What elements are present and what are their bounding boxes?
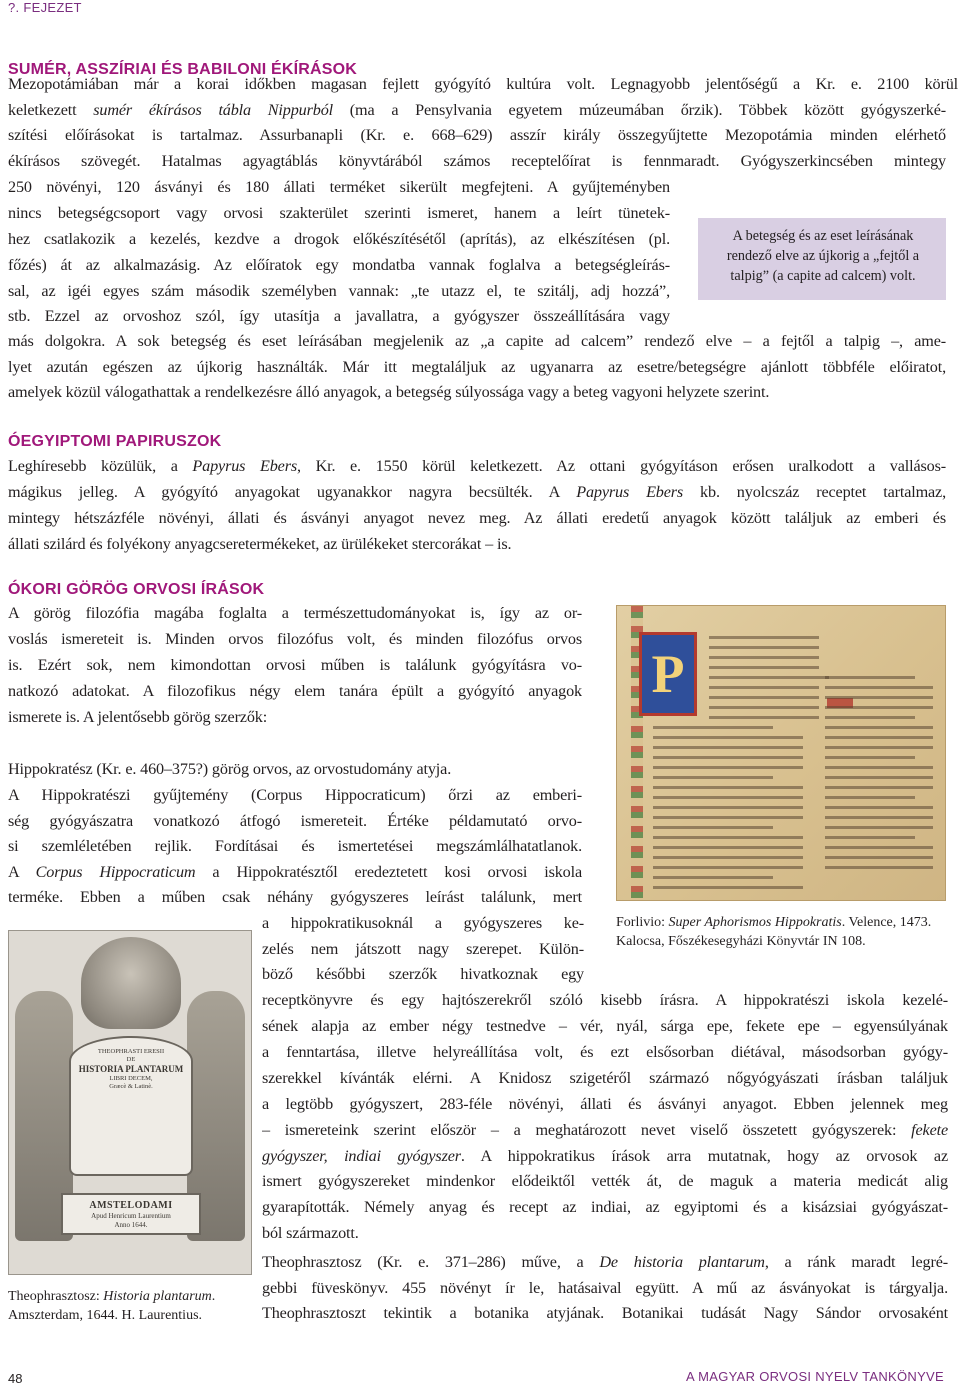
manuscript-line xyxy=(653,776,773,779)
manuscript-line xyxy=(653,806,803,809)
manuscript-line xyxy=(653,816,803,819)
plate-line: LIBRI DECEM, xyxy=(109,1075,153,1082)
text-line: hez csatlakozik a kezelés, kezdve a drogok előkészítésétől (aprítás), az elkészítésen (pl. xyxy=(8,230,670,248)
page-number: 48 xyxy=(8,1371,23,1386)
engraving-imprint xyxy=(61,1193,201,1235)
manuscript-line xyxy=(825,806,933,809)
text-span: (ma a Pensylvania egyetem múzeumában őrzik). Többek között gyógyszerké- xyxy=(333,101,946,119)
sidebar-note xyxy=(698,218,946,300)
manuscript-line xyxy=(825,776,933,779)
text-line: nincs betegségcsoport vagy orvosi szakterület szerinti ismeret, hanem a leírt tünetek- xyxy=(8,204,670,222)
manuscript-line xyxy=(709,636,819,639)
manuscript-line xyxy=(825,676,915,679)
manuscript-line xyxy=(709,716,819,719)
text-line xyxy=(262,1143,948,1169)
text-line: stb. Ezzel az orvoshoz szól, így utasítja a javallatra, a gyógyszer összeállítására vagy xyxy=(8,307,670,325)
chapter-header: ?. FEJEZET xyxy=(8,0,82,15)
text-line: Hippokratész (Kr. e. 460–375?) görög orvos, az orvostudomány atyja. xyxy=(8,760,452,778)
manuscript-line xyxy=(825,796,915,799)
text-line: gebbi füveskönyv. 455 növényt ír le, hatásaival együtt. A mű az ásványokat is tárgyalja. xyxy=(262,1279,948,1297)
figure2-caption-line1: Theophrasztosz: Historia plantarum. xyxy=(8,1289,216,1304)
manuscript-line xyxy=(825,866,933,869)
text-line xyxy=(8,97,946,123)
text-line xyxy=(262,1117,948,1143)
manuscript-line xyxy=(825,736,933,739)
italic-text: gyógyszer, indiai gyógyszer xyxy=(262,1147,461,1165)
text-line xyxy=(8,479,946,505)
text-line: A Hippokratészi gyűjtemény (Corpus Hippocraticum) őrzi az emberi- xyxy=(8,786,582,804)
text-line: ismerete is. A jelentősebb görög szerzők: xyxy=(8,708,268,726)
text-line: 250 növényi, 120 ásványi és 180 állati terméket sikerült megfejteni. A gyűjteményben xyxy=(8,178,670,196)
imprint-line: AMSTELODAMI xyxy=(89,1200,173,1211)
text-span: , Kr. e. 1550 körül keletkezett. Az ottani gyógyításon erősen uralkodott a vallásos- xyxy=(297,457,946,475)
text-span: Theophrasztosz (Kr. e. 371–286) műve, a xyxy=(262,1253,600,1271)
manuscript-line xyxy=(825,756,915,759)
italic-text: Corpus Hippocraticum xyxy=(35,863,196,881)
manuscript-line xyxy=(709,656,819,659)
text-span: , a ránk maradt legré- xyxy=(764,1253,948,1271)
text-line: lyet azután egészen az újkorig használták. Már itt megtaláljuk az ugyanarra az esetre/betegségre ajánlott többféle előiratot, xyxy=(8,358,946,376)
text-line: voslás ismereteit is. Minden orvos filozófus volt, és minden filozófus orvos xyxy=(8,630,582,648)
manuscript-line xyxy=(653,876,773,879)
manuscript-line xyxy=(653,766,803,769)
manuscript-line xyxy=(653,736,803,739)
text-span: Leghíresebb közülük, a xyxy=(8,457,193,475)
book-title: A MAGYAR ORVOSI NYELV TANKÖNYVE xyxy=(685,1369,944,1384)
manuscript-line xyxy=(825,766,933,769)
text-line: natkozó adatokat. A filozofikus négy elem tanára épült a gyógyító anyagok xyxy=(8,682,582,700)
manuscript-line xyxy=(825,686,933,689)
engraving-bust xyxy=(81,937,181,1029)
manuscript-line xyxy=(825,856,933,859)
plate-line: DE xyxy=(126,1056,136,1063)
text-line: a legtöbb gyógyszert, 283-féle növényi, állati és ásványi anyagot. Ebben jelennek meg xyxy=(262,1095,948,1113)
plate-line: THEOPHRASTI ERESII xyxy=(97,1048,165,1055)
text-line xyxy=(262,1249,948,1275)
text-line: szerekkel kívánták elérni. A Knidosz szigetéről származó nőgyógyászati írásban találjuk xyxy=(262,1069,948,1087)
text-line: mintegy hétszázféle növényi, állati és ásványi anyagot nevez meg. Az állati eredetű anyagok között találjuk az emberi és xyxy=(8,509,946,527)
manuscript-image xyxy=(616,605,946,901)
engraving-title-plate xyxy=(69,1036,193,1176)
text-line: szítési előírásokat is tartalmaz. Assurbanapli (Kr. e. 668–629) asszír király összegyűjtette Mezopotámia minden elérhető xyxy=(8,126,946,144)
text-line: receptkönyvre és egy hajtószerekről szóló kisebb írásra. A hippokratészi iskola kezelé- xyxy=(262,991,948,1009)
manuscript-line xyxy=(653,746,803,749)
text-line: Mezopotámiában már a korai időkben magasan fejlett gyógyító kultúra volt. Legnagyobb jelentőségű a Kr. e. 2100 körül xyxy=(8,75,958,93)
engraving-image xyxy=(8,930,252,1275)
manuscript-line xyxy=(825,746,933,749)
manuscript-line xyxy=(825,786,933,789)
manuscript-line xyxy=(653,866,803,869)
text-line: a fenntartása, illetve helyreállítása volt, és ezt elsősorban diétával, másodsorban gyógy- xyxy=(262,1043,948,1061)
text-line: terméke. Ebben a műben csak néhány gyógyszeres leírást találunk, mert xyxy=(8,888,582,906)
manuscript-line xyxy=(653,826,773,829)
text-line: zelés nem játszott nagy szerepet. Külön- xyxy=(262,940,584,958)
manuscript-line xyxy=(709,686,819,689)
text-line: ékírásos szövegét. Hatalmas agyagtáblás könyvtárából számos receptelőírat is fennmaradt. Gyógyszerkincsében mintegy xyxy=(8,152,946,170)
figure1-caption-line1: Forlivio: Super Aphorismos Hippokratis. Velence, 1473. xyxy=(616,915,932,930)
manuscript-line xyxy=(709,696,819,699)
section-title-greek: ÓKORI GÖRÖG ORVOSI ÍRÁSOK xyxy=(8,581,265,598)
italic-text: fekete xyxy=(911,1121,948,1139)
text-line: amelyek közül válogathattak a rendelkezésre álló anyagok, a betegség súlyossága vagy a beteg vagyoni helyzete szerint. xyxy=(8,383,770,401)
manuscript-line xyxy=(653,836,803,839)
italic-text: De historia plantarum xyxy=(599,1253,765,1271)
text-line: főzés) át az alkalmazásig. Az előíratok egy mondatba vannak foglalva a betegségleírás- xyxy=(8,256,670,274)
plate-line: Græcè & Latinè. xyxy=(109,1083,153,1090)
text-line: si szemléletében rejlik. Fordításai és ismertetései megszámlálhatatlanok. xyxy=(8,837,582,855)
figure1-caption-line2: Kalocsa, Főszékesegyházi Könyvtár IN 108. xyxy=(616,934,866,949)
text-span: . A hippokratikus írások arra mutatnak, hogy az orvosok az xyxy=(460,1147,948,1165)
manuscript-line xyxy=(709,676,829,679)
manuscript-line xyxy=(653,856,803,859)
italic-text: sumér ékírásos tábla Nippurból xyxy=(93,101,333,119)
manuscript-line xyxy=(653,796,803,799)
italic-text: Papyrus Ebers xyxy=(576,483,684,501)
text-span: mágikus jelleg. A gyógyító anyagokat ugyanakkor nagyra becsülték. A xyxy=(8,483,577,501)
figure2-caption-line2: Amszterdam, 1644. H. Laurentius. xyxy=(8,1308,203,1323)
text-line: ség gyógyászatra vonatkozó átfogó ismereteit. Értéke példamutató orvo- xyxy=(8,812,582,830)
manuscript-line xyxy=(653,756,803,759)
text-span: – ismereteink szerint először – a meghatározott nevet viselő összetett gyógyszerek: xyxy=(262,1121,912,1139)
text-line: is. Ezért sok, nem kimondottan orvosi műben is találunk gyógyításra vo- xyxy=(8,656,582,674)
text-span: keletkezett xyxy=(8,101,94,119)
text-line: böző későbbi szerzők hivatkoznak egy xyxy=(262,965,584,983)
manuscript-line xyxy=(825,716,915,719)
manuscript-line xyxy=(825,696,933,699)
text-line: állati szilárd és folyékony anyagcseretermékeket, az ürülékeket stercorákat – is. xyxy=(8,535,512,553)
text-line: más dolgokra. A sok betegség és eset leírásában megjelenik az „a capite ad calcem” rendező elve – a fejtől a talpig –, ame- xyxy=(8,332,946,350)
text-line: sal, az igéi egyes szám második személyben vannak: „te utazz el, te szitálj, adj hozzá”, xyxy=(8,282,670,300)
manuscript-line xyxy=(709,706,819,709)
sidebar-note-text: A betegség és az eset leírásának rendező elve az újkorig a „fejtől a talpig” (a capite ad calcem) volt. xyxy=(726,228,920,284)
text-line xyxy=(8,453,946,479)
manuscript-line xyxy=(825,826,933,829)
section-title-sumer: SUMÉR, ASSZÍRIAI ÉS BABILONI ÉKÍRÁSOK xyxy=(8,61,358,78)
text-line xyxy=(8,859,582,885)
text-span: a Hippokratésztől eredeztetett kosi orvosi iskola xyxy=(195,863,582,881)
manuscript-line xyxy=(709,666,819,669)
text-line: Theophrasztoszt tekintik a botanika atyjának. Botanikai tudását Nagy Sándor orvosaként xyxy=(262,1304,948,1322)
italic-text: Papyrus Ebers xyxy=(192,457,297,475)
imprint-line: Anno 1644. xyxy=(114,1221,148,1229)
text-line: A görög filozófia magába foglalta a természettudományokat is, így az or- xyxy=(8,604,582,622)
plate-line: HISTORIA PLANTARUM xyxy=(78,1064,184,1074)
manuscript-line xyxy=(653,726,773,729)
text-line: sének alapja az ember négy testnedve – vér, nyál, sárga epe, fekete epe – egyensúlyának xyxy=(262,1017,948,1035)
manuscript-line xyxy=(653,786,803,789)
manuscript-line xyxy=(653,886,803,889)
imprint-line: Apud Henricum Laurentium xyxy=(91,1212,171,1220)
manuscript-line xyxy=(825,836,915,839)
text-line: ból származott. xyxy=(262,1224,359,1242)
text-span: A xyxy=(8,863,36,881)
manuscript-line xyxy=(825,726,933,729)
text-line: ismert gyógyszereket mindenkor elődeiktől vették át, de maguk a materia medicát alig xyxy=(262,1172,948,1190)
manuscript-line xyxy=(825,706,933,709)
manuscript-line xyxy=(709,646,819,649)
text-line: a hippokratikusoknál a gyógyszeres ke- xyxy=(262,914,584,932)
text-span: kb. nyolcszáz receptet tartalmaz, xyxy=(683,483,946,501)
manuscript-line xyxy=(825,816,933,819)
text-line: gyarapították. Némely anyag és recept az indiai, az egyiptomi és a kisázsiai gyógyászat- xyxy=(262,1198,948,1216)
section-title-papyrus: ÓEGYIPTOMI PAPIRUSZOK xyxy=(8,433,222,450)
manuscript-initial: P xyxy=(639,632,697,716)
manuscript-line xyxy=(653,846,803,849)
manuscript-line xyxy=(825,846,933,849)
